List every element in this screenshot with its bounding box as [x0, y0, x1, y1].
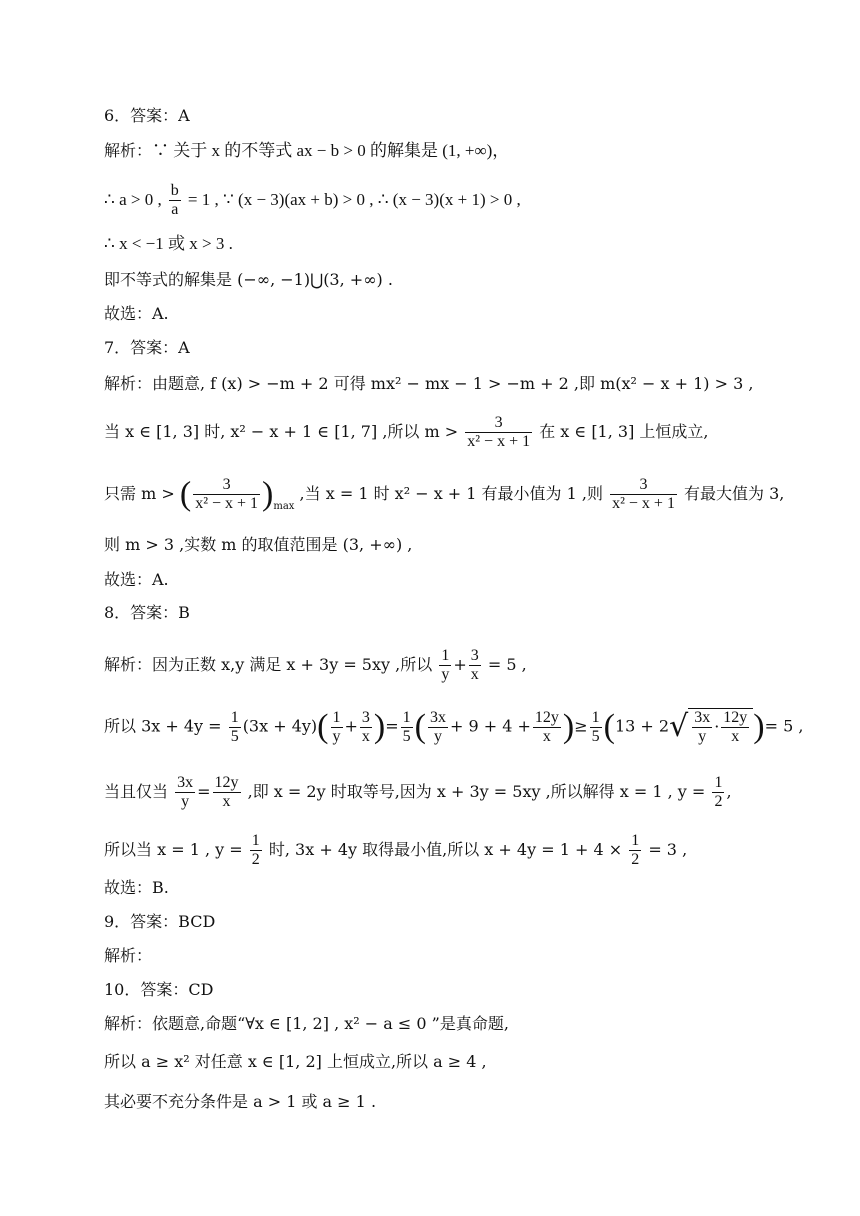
q10-answer: 10．答案：CD: [104, 980, 214, 999]
denominator: 2: [714, 793, 723, 810]
fraction: [590, 709, 602, 746]
q8-line3-a: 当且仅当: [104, 782, 169, 801]
numerator: 1: [591, 708, 600, 726]
numerator: 3: [465, 414, 532, 433]
q6-line1: [104, 141, 509, 161]
fraction: [193, 476, 260, 513]
denominator: x: [542, 727, 551, 745]
denominator: x: [470, 666, 479, 683]
q8-line3-c: ,: [726, 782, 732, 801]
q7-line2: [104, 414, 709, 451]
numerator: 1: [402, 708, 411, 726]
q7-line3-c: 有最大值为 3,: [684, 484, 785, 503]
fraction: [692, 709, 712, 746]
q7-line3-a: 只需 m >: [104, 484, 175, 503]
numerator: 12y: [534, 708, 559, 726]
numerator: 1: [251, 832, 260, 849]
right-paren: ): [562, 708, 575, 745]
q10-line3: 其必要不充分条件是 a > 1 或 a ≥ 1 .: [104, 1092, 377, 1111]
numerator: 3: [361, 708, 370, 726]
q9-answer: 9．答案：BCD: [104, 912, 216, 931]
q8-line2-d: 13 + 2: [614, 716, 670, 736]
q8-line1: [104, 647, 527, 684]
q6-line3-text: ∴ x < −1 或 x > 3 .: [104, 234, 233, 253]
q6-line2: [104, 182, 521, 219]
q10-line1: 解析：依题意,命题“∀x ∈ [1, 2] , x² − a ≤ 0 ”是真命题,: [104, 1014, 509, 1033]
q8-line2-a: 所以 3x + 4y =: [104, 716, 222, 736]
numerator: 3: [193, 476, 260, 495]
denominator: y: [332, 727, 341, 745]
q8-line2-c: + 9 + 4 +: [449, 716, 531, 736]
denominator: 2: [251, 851, 260, 868]
left-paren: (: [317, 708, 329, 745]
q8-line4-b: 时, 3x + 4y 取得最小值,所以 x + 4y = 1 + 4 ×: [268, 840, 623, 859]
fraction: [213, 774, 241, 811]
max-subscript: max: [273, 501, 295, 512]
q7-line3-b: ,当 x = 1 时 x² − x + 1 有最小值为 1 ,则: [299, 484, 603, 503]
fraction: [401, 709, 413, 746]
q8-line1-a: 解析：因为正数 x,y 满足 x + 3y = 5xy ,所以: [104, 655, 433, 674]
left-paren: (: [603, 708, 615, 745]
q8-line4: [104, 832, 687, 869]
q8-line5: 故选：B.: [104, 878, 169, 897]
numerator: 3x: [694, 709, 711, 726]
right-paren: ): [262, 475, 274, 513]
numerator: 3x: [177, 774, 194, 791]
fraction: [533, 709, 561, 746]
q6-line5: 故选：A.: [104, 304, 169, 323]
equals-sign: =: [385, 716, 399, 736]
q7-line3: [104, 476, 784, 517]
denominator: 5: [230, 727, 239, 745]
q7-line5: 故选：A.: [104, 570, 169, 589]
q8-line2-e: = 5 ,: [764, 716, 804, 736]
ge-sign: ≥: [574, 716, 588, 736]
q7-answer: 7．答案：A: [104, 338, 190, 357]
numerator: 1: [631, 832, 640, 849]
left-paren: (: [179, 475, 192, 513]
q8-line2-b: (3x + 4y): [242, 716, 318, 736]
right-paren: ): [373, 708, 386, 745]
q6-line3: [104, 234, 233, 254]
denominator: x: [222, 793, 231, 810]
q6-line1-label: 解析：: [104, 141, 153, 160]
numerator: 1: [332, 708, 341, 726]
q6-line2-a: ∴ a > 0 ,: [104, 190, 162, 209]
fraction: [629, 832, 641, 869]
fraction: [360, 709, 372, 746]
q7-line1: 解析：由题意, f (x) > −m + 2 可得 mx² − mx − 1 > −m + 2 ,即 m(x² − x + 1) > 3 ,: [104, 374, 754, 393]
numerator: 12y: [723, 709, 748, 726]
fraction: [465, 414, 532, 451]
q8-line3-b: ,即 x = 2y 时取等号,因为 x + 3y = 5xy ,所以解得 x = 1 , y =: [247, 782, 706, 801]
denominator: a: [171, 201, 179, 218]
fraction: [721, 709, 749, 746]
denominator: x² − x + 1: [612, 495, 675, 512]
fraction: [428, 709, 448, 746]
denominator: x: [361, 727, 370, 745]
equals-sign: =: [197, 782, 211, 801]
numerator: 3x: [429, 708, 446, 726]
denominator: y: [181, 793, 190, 810]
denominator: 5: [402, 727, 411, 745]
numerator: 3: [470, 647, 479, 664]
fraction: [610, 476, 677, 513]
q6-line4: 即不等式的解集是 (−∞, −1)⋃(3, +∞) .: [104, 270, 393, 289]
denominator: 5: [591, 727, 600, 745]
q7-line4: 则 m > 3 ,实数 m 的取值范围是 (3, +∞) ,: [104, 535, 413, 554]
q7-line2-a: 当 x ∈ [1, 3] 时, x² − x + 1 ∈ [1, 7] ,所以 m >: [104, 422, 459, 441]
fraction: [712, 774, 724, 811]
q8-line4-c: = 3 ,: [648, 840, 688, 859]
denominator: y: [433, 727, 442, 745]
sqrt-symbol: √: [669, 709, 689, 744]
fraction: [250, 832, 262, 869]
numerator: b: [170, 182, 179, 199]
plus-sign: +: [453, 655, 467, 674]
denominator: x: [731, 728, 740, 745]
q7-line2-b: 在 x ∈ [1, 3] 上恒成立,: [539, 422, 709, 441]
numerator: 12y: [214, 774, 239, 791]
denominator: y: [698, 728, 707, 745]
fraction: [169, 182, 181, 219]
dot-sign: ·: [714, 717, 720, 736]
right-paren: ): [753, 708, 765, 745]
q6-line2-b: = 1 , ∵ (x − 3)(ax + b) > 0 , ∴ (x − 3)(x + 1) > 0 ,: [187, 190, 521, 209]
q8-line2: [104, 708, 803, 746]
q10-line2: 所以 a ≥ x² 对任意 x ∈ [1, 2] 上恒成立,所以 a ≥ 4 ,: [104, 1052, 487, 1071]
q9-line1: 解析：: [104, 946, 153, 965]
numerator: 1: [441, 647, 450, 664]
fraction: [439, 647, 451, 684]
denominator: x² − x + 1: [195, 495, 259, 512]
numerator: 3: [610, 476, 677, 495]
fraction: [331, 709, 343, 746]
q8-answer: 8．答案：B: [104, 603, 190, 622]
numerator: 1: [230, 708, 239, 726]
numerator: 1: [714, 774, 723, 791]
fraction: [175, 774, 195, 811]
q8-line4-a: 所以当 x = 1 , y =: [104, 840, 243, 859]
denominator: x² − x + 1: [467, 433, 531, 450]
fraction: [229, 709, 241, 746]
q6-answer: 6．答案：A: [104, 106, 190, 125]
q8-line3: [104, 774, 732, 811]
left-paren: (: [414, 708, 426, 745]
denominator: y: [441, 666, 450, 683]
fraction: [469, 647, 481, 684]
denominator: 2: [631, 851, 640, 868]
q8-line1-b: = 5 ,: [487, 655, 527, 674]
plus-sign: +: [344, 716, 358, 736]
q6-line1-math: ∵ 关于 x 的不等式 ax − b > 0 的解集是 (1, +∞)，: [152, 141, 510, 160]
sqrt-body: [688, 708, 753, 746]
